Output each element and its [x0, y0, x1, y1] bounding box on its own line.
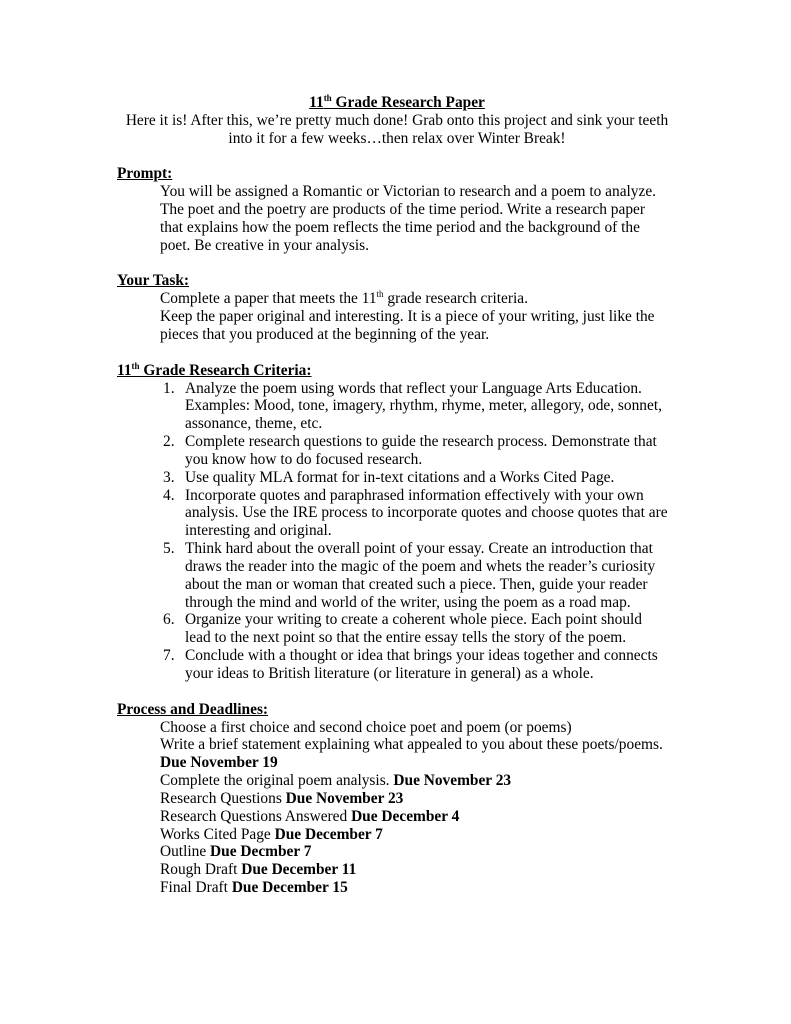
- criteria-item-line: about the man or woman that created such a piece. Then, guide your reader: [185, 575, 648, 593]
- criteria-item-line: Organize your writing to create a coherent whole piece. Each point should: [185, 611, 642, 629]
- criteria-item: [117, 611, 677, 647]
- deadline-line: [117, 861, 677, 879]
- deadline-task: Choose a first choice and second choice poet and poem (or poems): [160, 718, 572, 736]
- criteria-item: [117, 380, 677, 434]
- criteria-heading-sup: th: [131, 360, 140, 371]
- criteria-item-number: 5.: [163, 540, 175, 558]
- title-number: 11: [309, 94, 324, 111]
- task-line: Keep the paper original and interesting. It is a piece of your writing, just like the: [160, 308, 655, 326]
- prompt-line: poet. Be creative in your analysis.: [160, 236, 369, 254]
- process-heading: Process and Deadlines:: [117, 700, 269, 718]
- deadline-date: Due December 15: [231, 879, 348, 897]
- deadline-task: Write a brief statement explaining what appealed to you about these poets/poems.: [160, 736, 663, 754]
- criteria-item-number: 6.: [163, 611, 175, 629]
- deadline-date: Due December 11: [241, 861, 357, 879]
- prompt-line: that explains how the poem reflects the time period and the background of the: [160, 218, 640, 236]
- deadline-task: Works Cited Page: [160, 825, 275, 843]
- task-line: [117, 290, 677, 308]
- criteria-item-number: 7.: [163, 647, 175, 665]
- criteria-item-line: Use quality MLA format for in-text citations and a Works Cited Page.: [185, 468, 615, 486]
- deadline-date: Due December 7: [274, 825, 383, 843]
- criteria-item: [117, 469, 677, 487]
- criteria-item-line: your ideas to British literature (or literature in general) as a whole.: [185, 665, 594, 682]
- title-sup: th: [323, 93, 332, 103]
- deadline-line: [117, 772, 677, 790]
- criteria-item-line: Complete research questions to guide the research process. Demonstrate that: [185, 433, 657, 451]
- task-line: pieces that you produced at the beginning of the year.: [160, 325, 490, 343]
- criteria-item-line: you know how to do focused research.: [185, 450, 423, 468]
- criteria-item-line: Conclude with a thought or idea that brings your ideas together and connects: [185, 647, 658, 665]
- criteria-item: [117, 647, 677, 683]
- criteria-item-number: 1.: [163, 379, 175, 397]
- criteria-item-line: Examples: Mood, tone, imagery, rhythm, rhyme, meter, allegory, ode, sonnet,: [185, 397, 662, 415]
- process-list: [117, 719, 677, 897]
- criteria-item-line: lead to the next point so that the entire essay tells the story of the poem.: [185, 629, 627, 647]
- deadline-date: Due Decmber 7: [210, 843, 312, 861]
- deadline-date: Due November 23: [393, 772, 512, 790]
- task-text: grade research criteria.: [383, 290, 528, 308]
- criteria-item-line: Think hard about the overall point of your essay. Create an introduction that: [185, 540, 653, 558]
- criteria-item: [117, 487, 677, 541]
- criteria-item-number: 4.: [163, 486, 175, 504]
- criteria-item: [117, 540, 677, 611]
- criteria-item: [117, 433, 677, 469]
- deadline-task: Complete the original poem analysis.: [160, 772, 394, 790]
- deadline-line: [117, 719, 677, 737]
- deadline-task: Research Questions: [160, 789, 286, 807]
- deadline-line: [117, 790, 677, 808]
- criteria-list: [117, 380, 677, 683]
- criteria-heading-number: 11: [117, 361, 132, 379]
- title-text: Grade Research Paper: [331, 94, 485, 111]
- intro-line: Here it is! After this, we’re pretty much done! Grab onto this project and sink your teeth: [125, 111, 669, 129]
- deadline-date: Due November 19: [160, 754, 278, 772]
- deadline-line: [117, 879, 677, 897]
- criteria-item-line: assonance, theme, etc.: [185, 415, 323, 433]
- criteria-item-line: Incorporate quotes and paraphrased information effectively with your own: [185, 486, 644, 504]
- criteria-item-number: 3.: [163, 468, 175, 486]
- deadline-line: [117, 808, 677, 826]
- deadline-date: Due December 4: [351, 807, 460, 825]
- criteria-item-line: analysis. Use the IRE process to incorporate quotes and choose quotes that are: [185, 504, 668, 522]
- deadline-line: [117, 843, 677, 861]
- criteria-item-line: interesting and original.: [185, 522, 332, 540]
- criteria-item-line: Analyze the poem using words that reflect your Language Arts Education.: [185, 379, 642, 397]
- deadline-task: Final Draft: [160, 879, 232, 897]
- task-sup: th: [376, 289, 384, 300]
- prompt-line: You will be assigned a Romantic or Victorian to research and a poem to analyze.: [160, 183, 657, 201]
- prompt-line: The poet and the poetry are products of the time period. Write a research paper: [160, 201, 645, 219]
- document-page: [117, 94, 677, 897]
- deadline-line: [117, 754, 677, 772]
- criteria-heading-text: Grade Research Criteria:: [139, 361, 312, 379]
- deadline-line: [117, 826, 677, 844]
- deadline-task: Research Questions Answered: [160, 807, 352, 825]
- deadline-date: Due November 23: [285, 789, 404, 807]
- deadline-task: Outline: [160, 843, 211, 861]
- deadline-line: [117, 736, 677, 754]
- criteria-item-number: 2.: [163, 433, 175, 451]
- prompt-heading: Prompt:: [117, 165, 173, 183]
- criteria-heading: [117, 362, 677, 380]
- criteria-item-line: through the mind and world of the writer, using the poem as a road map.: [185, 593, 631, 611]
- task-text: Complete a paper that meets the 11: [160, 290, 377, 308]
- criteria-item-line: draws the reader into the magic of the poem and whets the reader’s curiosity: [185, 557, 656, 575]
- deadline-task: Rough Draft: [160, 861, 242, 879]
- intro-line: into it for a few weeks…then relax over Winter Break!: [228, 129, 566, 147]
- document-title: [117, 94, 677, 112]
- task-heading: Your Task:: [117, 272, 190, 290]
